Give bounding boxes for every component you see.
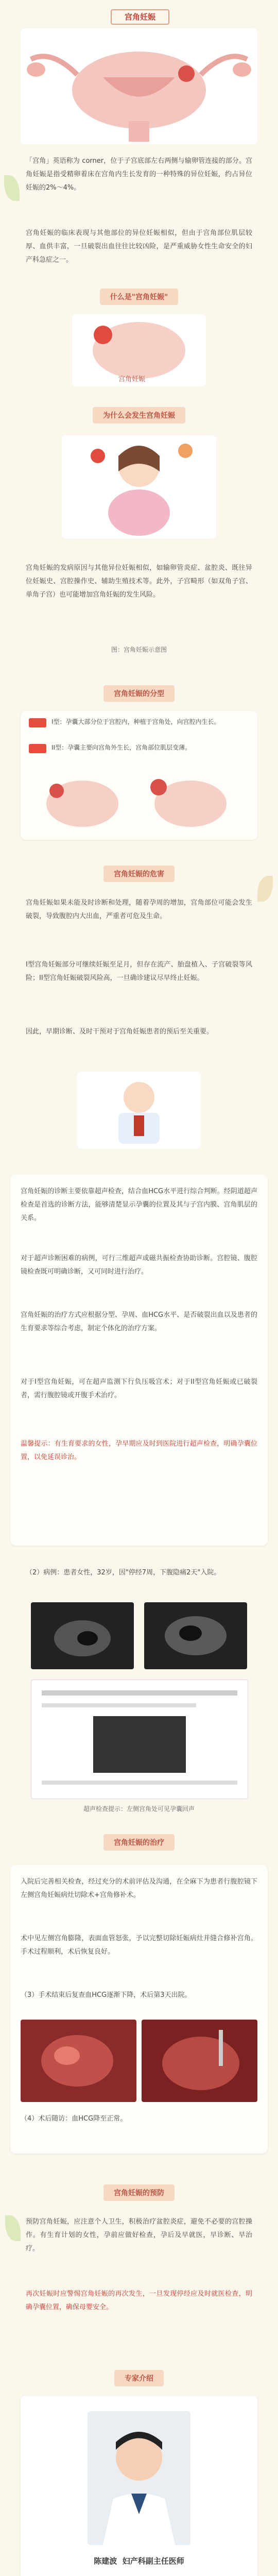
expert-name-line: [21, 2555, 257, 2566]
section5-p5: 温馨提示：有生育要求的女性，孕早期应及时到医院进行超声检查，明确孕囊位置，以免延误诊治。: [21, 1440, 257, 1461]
section2-badge: 为什么会发生宫角妊娠: [0, 407, 278, 423]
page-title: 宫角妊娠: [111, 9, 169, 25]
section4-p1: 宫角妊娠如果未能及时诊断和处理，随着孕周的增加，宫角部位可能会发生破裂，导致腹腔内大出血，严重者可危及生命。: [26, 899, 252, 920]
type2-text: II型：孕囊主要向宫角外生长，宫角部位肌层变薄。: [51, 744, 192, 751]
ultrasound-image-1: [31, 1602, 134, 1669]
section5-p1: 宫角妊娠的诊断主要依靠超声检查，结合血HCG水平进行综合判断。经阴道超声检查是首选的诊断方法，能够清楚显示孕囊的位置及其与子宫内膜、宫角肌层的关系。: [21, 1188, 257, 1222]
type2-marker: [29, 744, 46, 753]
section6-p1: 入院后完善相关检查，经过充分的术前评估及沟通，在全麻下为患者行腹腔镜下左侧宫角妊娠病灶切除术+宫角修补术。: [21, 1878, 257, 1899]
pregnant-woman-illustration: [62, 435, 216, 538]
types-diagram: [36, 773, 242, 835]
section3-badge: 宫角妊娠的分型: [0, 685, 278, 702]
treatment-card: [10, 1865, 268, 2154]
intro-p1: 「宫角」英语称为 corner，位于子宫底部左右两侧与输卵管连接的部分。宫角妊娠是指受精卵着床在宫角内生长发育的一种特殊的异位妊娠，约占异位妊娠的2%～4%。: [26, 157, 252, 192]
intro-p2: 宫角妊娠的临床表现与其他部位的异位妊娠相似，但由于宫角部位肌层较厚、血供丰富，一旦破裂出血往往比较凶险，是严重威胁女性生命安全的妇产科急症之一。: [26, 229, 252, 264]
doctor-illustration: [77, 1072, 201, 1149]
section4-badge: 宫角妊娠的危害: [0, 866, 278, 882]
section1-illustration: [72, 314, 206, 386]
header: [0, 0, 278, 21]
type1-text: I型：孕囊大部分位于宫腔内，种植于宫角处，向宫腔内生长。: [51, 718, 220, 725]
section6-p4: （4）术后随访：血HCG降至正常。: [21, 2115, 127, 2123]
section1-badge: 什么是"宫角妊娠": [0, 289, 278, 305]
section7-p1: 预防宫角妊娠，应注意个人卫生，积极治疗盆腔炎症，避免不必要的宫腔操作。有生育计划的女性，孕前应做好检查，孕后及早就医，早诊断、早治疗。: [26, 2218, 252, 2252]
report-image: [31, 1680, 248, 1799]
expert-name: 陈建波: [94, 2556, 117, 2566]
case-imgcaption: 超声检查提示：左侧宫角处可见孕囊回声: [83, 1805, 195, 1812]
section6-p3: （3）手术结束后复查血HCG逐渐下降，术后第3天出院。: [21, 1991, 192, 1999]
leaf-decor: [4, 175, 20, 201]
expert-badge: 专家介绍: [0, 2370, 278, 2386]
uterus-illustration: [21, 28, 257, 144]
section7-badge: 宫角妊娠的预防: [0, 2184, 278, 2201]
type1-marker: [29, 718, 46, 727]
expert-card: [21, 2396, 257, 2576]
section5-p2: 对于超声诊断困难的病例，可行三维超声或磁共振检查协助诊断。宫腔镜、腹腔镜检查既可明确诊断，又可同时进行治疗。: [21, 1255, 257, 1276]
section4-p3: 因此，早期诊断、及时干预对于宫角妊娠患者的预后至关重要。: [26, 1028, 214, 1036]
section7-p2: 再次妊娠时应警惕宫角妊娠的再次发生，一旦发现停经应及时就医检查，明确孕囊位置，确保母婴安全。: [26, 2290, 252, 2311]
section6-badge: 宫角妊娠的治疗: [0, 1834, 278, 1851]
ultrasound-image-2: [144, 1602, 247, 1669]
surgery-photo-2: [142, 2020, 257, 2102]
section1-label: 宫角妊娠: [118, 376, 146, 383]
section2-p1: 宫角妊娠的发病原因与其他异位妊娠相似，如输卵管炎症、盆腔炎、既往异位妊娠史、宫腔操作史、辅助生殖技术等。此外，子宫畸形（如双角子宫、单角子宫）也可能增加宫角妊娠的发生风险。: [26, 564, 252, 599]
section5-p3: 宫角妊娠的治疗方式应根据分型、孕周、血HCG水平、是否破裂出血以及患者的生育要求等综合考虑，制定个体化的治疗方案。: [21, 1311, 257, 1332]
section6-p2: 术中见左侧宫角膨隆，表面血管怒张，予以完整切除妊娠病灶并缝合修补宫角。手术过程顺利，术后恢复良好。: [21, 1935, 257, 1956]
expert-photo: [88, 2411, 190, 2545]
leaf-decor: [5, 2215, 21, 2241]
section5-p4: 对于I型宫角妊娠，可在超声监测下行负压吸宫术；对于II型宫角妊娠或已破裂者，需行腹腔镜或开腹手术治疗。: [21, 1378, 257, 1399]
expert-title: 妇产科副主任医师: [122, 2556, 184, 2566]
diagnosis-card: [10, 1175, 268, 1546]
types-card: [21, 711, 257, 840]
surgery-photo-1: [21, 2020, 136, 2102]
section2-note: 图：宫角妊娠示意图: [111, 646, 167, 653]
section4-p2: I型宫角妊娠部分可继续妊娠至足月，但存在流产、胎盘植入、子宫破裂等风险；II型宫角妊娠破裂风险高，一旦确诊建议尽早终止妊娠。: [26, 961, 252, 982]
case-p1: （2）病例：患者女性，32岁，因"停经7周，下腹隐痛2天"入院。: [26, 1569, 221, 1577]
